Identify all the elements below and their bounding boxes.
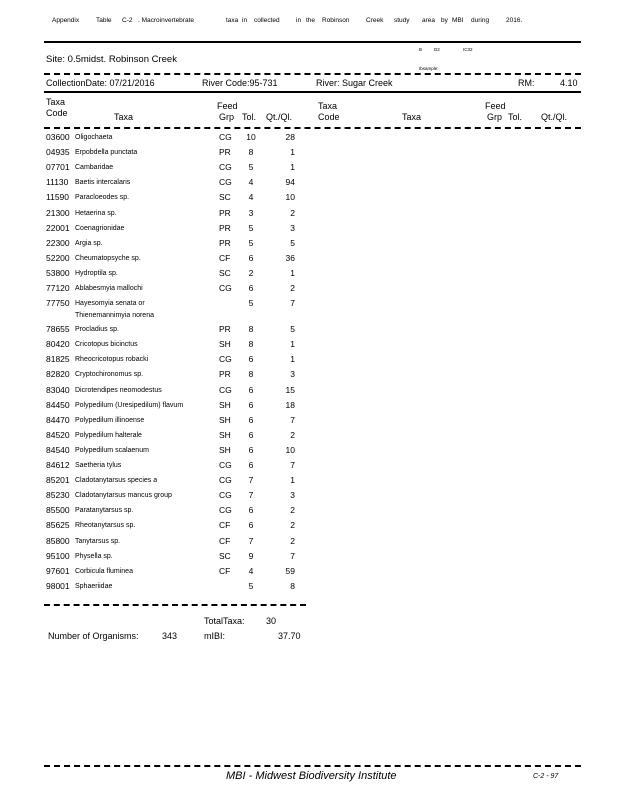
table-row xyxy=(0,536,618,551)
title-word: 2016. xyxy=(506,17,523,24)
table-row xyxy=(0,385,618,400)
taxa-code-cell: 22300 xyxy=(46,237,70,248)
footer-page: C-2 - 97 xyxy=(533,773,559,780)
feed-group-cell: CG xyxy=(219,475,232,486)
feed-group-cell: SC xyxy=(219,267,231,278)
taxa-code-cell: 78655 xyxy=(46,324,70,335)
title-word: area xyxy=(422,17,436,24)
col-grp-right: Grp xyxy=(487,112,503,122)
table-row xyxy=(0,581,618,596)
table-row xyxy=(0,283,618,298)
taxa-code-cell: 85230 xyxy=(46,490,70,501)
quantity-cell: 2 xyxy=(290,429,295,440)
tolerance-cell: 6 xyxy=(248,354,254,365)
feed-group-cell: CG xyxy=(219,162,232,173)
taxa-name-cell: Cladotanytarsus species a xyxy=(75,477,158,485)
title-word: by xyxy=(441,17,448,24)
table-row xyxy=(0,415,618,430)
table-row xyxy=(0,238,618,253)
col-feed: Feed xyxy=(217,101,238,111)
table-row xyxy=(0,223,618,238)
feed-group-cell: SC xyxy=(219,192,231,203)
title-word: in xyxy=(296,17,302,24)
table-row xyxy=(0,324,618,339)
taxa-name-cell: Erpobdella punctata xyxy=(75,149,138,157)
quantity-cell: 1 xyxy=(290,339,295,350)
tolerance-cell: 4 xyxy=(248,177,254,188)
feed-group-cell: SC xyxy=(219,550,231,561)
feed-group-cell: SH xyxy=(219,399,231,410)
tolerance-cell: 8 xyxy=(248,324,254,335)
tolerance-cell: 8 xyxy=(248,369,254,380)
taxa-code-cell: 83040 xyxy=(46,384,70,395)
collection-date: CollectionDate: 07/21/2016 xyxy=(46,78,155,88)
taxa-code-cell: 21300 xyxy=(46,207,70,218)
tolerance-cell: 6 xyxy=(248,520,254,531)
col-qty-right: Qt./Ql. xyxy=(541,112,568,122)
table-row xyxy=(0,566,618,581)
taxa-code-cell: 81825 xyxy=(46,354,70,365)
feed-group-cell: PR xyxy=(219,324,231,335)
col-tol: Tol. xyxy=(242,112,257,122)
feed-group-cell: SH xyxy=(219,429,231,440)
tolerance-cell: 6 xyxy=(248,399,254,410)
table-row xyxy=(0,460,618,475)
table-row xyxy=(0,520,618,535)
title-word: Creek xyxy=(366,17,384,24)
taxa-name-cell: Polypedilum halterale xyxy=(75,431,142,439)
column-header-bottom-rule xyxy=(44,127,581,129)
col-taxa-code-1-right: Taxa xyxy=(318,101,338,111)
taxa-code-cell: 77750 xyxy=(46,298,70,309)
table-row xyxy=(0,490,618,505)
tolerance-cell: 8 xyxy=(248,147,254,158)
taxa-code-cell: 85201 xyxy=(46,475,70,486)
taxa-name-cell: Cryptochironomus sp. xyxy=(75,371,144,379)
table-row xyxy=(0,400,618,415)
tolerance-cell: 6 xyxy=(248,384,254,395)
table-row xyxy=(0,192,618,207)
tolerance-cell: 6 xyxy=(248,460,254,470)
taxa-code-cell: 95100 xyxy=(46,550,70,561)
tolerance-cell: 10 xyxy=(246,132,256,142)
taxa-code-cell: 11130 xyxy=(46,177,69,188)
quantity-cell: 3 xyxy=(290,490,295,501)
quantity-cell: 1 xyxy=(290,475,295,486)
taxa-code-cell: 84450 xyxy=(46,399,70,410)
footer-org: MBI - Midwest Biodiversity Institute xyxy=(226,770,397,782)
taxa-name-cell: Paratanytarsus sp. xyxy=(75,507,134,515)
tolerance-cell: 6 xyxy=(248,429,254,440)
taxa-name-cell: Sphaeriidae xyxy=(75,582,113,590)
taxa-code-cell: 53800 xyxy=(46,267,70,278)
feed-group-cell: SH xyxy=(219,414,231,425)
table-row xyxy=(0,505,618,520)
feed-group-cell: CG xyxy=(219,460,232,470)
table-row xyxy=(0,445,618,460)
quantity-cell: 5 xyxy=(290,324,295,335)
quantity-cell: 7 xyxy=(290,460,295,470)
table-row xyxy=(0,551,618,566)
feed-group-cell: CF xyxy=(219,520,231,531)
taxa-name-cell: Polypedilum illinoense xyxy=(75,416,145,424)
feed-group-cell: CF xyxy=(219,535,231,546)
col-qty: Qt./Ql. xyxy=(266,112,293,122)
header-dash-rule xyxy=(44,73,581,75)
tolerance-cell: 3 xyxy=(248,207,254,218)
rm-value: 4.10 xyxy=(560,78,578,88)
tolerance-cell: 7 xyxy=(248,490,254,501)
quantity-cell: 36 xyxy=(285,252,295,263)
taxa-name-cell: Polypedilum scalaenum xyxy=(75,446,149,454)
quantity-cell: 7 xyxy=(290,414,295,425)
mibi-value: 37.70 xyxy=(278,631,301,641)
quantity-cell: 2 xyxy=(290,505,295,516)
taxa-code-cell: 11590 xyxy=(46,192,70,203)
tolerance-cell: 6 xyxy=(248,414,254,425)
tolerance-cell: 4 xyxy=(248,192,254,203)
tolerance-cell: 7 xyxy=(248,535,254,546)
title-word: C-2 xyxy=(122,17,133,24)
taxa-code-cell: 04935 xyxy=(46,147,70,158)
tolerance-cell: 4 xyxy=(248,565,254,576)
num-organisms-label: Number of Organisms: xyxy=(48,631,139,641)
feed-group-cell: CG xyxy=(219,177,232,188)
title-word: MBI xyxy=(452,17,464,24)
table-row xyxy=(0,339,618,354)
tolerance-cell: 5 xyxy=(248,298,254,309)
taxa-name-cell: Hayesomyia senata or xyxy=(75,300,145,308)
table-row xyxy=(0,132,618,147)
taxa-code-cell: 07701 xyxy=(46,162,70,173)
total-taxa-label: TotalTaxa: xyxy=(204,616,245,626)
rm-label: RM: xyxy=(518,78,535,88)
taxa-code-cell: 82820 xyxy=(46,369,70,380)
table-row xyxy=(0,430,618,445)
title-word: in xyxy=(242,17,248,24)
taxa-name-cell: Cricotopus bicinctus xyxy=(75,341,138,349)
feed-group-cell: PR xyxy=(219,147,231,158)
taxa-name-cell: Paracloeodes sp. xyxy=(75,194,130,202)
quantity-cell: 5 xyxy=(290,237,295,248)
taxa-name-cell: Baetis intercalaris xyxy=(75,179,131,187)
title-word: . Macroinvertebrate xyxy=(138,17,194,24)
title-word: taxa xyxy=(226,17,239,24)
tolerance-cell: 2 xyxy=(248,267,254,278)
taxa-code-cell: 80420 xyxy=(46,339,70,350)
mibi-label: mIBI: xyxy=(204,631,226,641)
taxa-name-cell: Cheumatopsyche sp. xyxy=(75,254,141,262)
small-tag-2: D2 xyxy=(434,47,440,52)
total-taxa-value: 30 xyxy=(266,616,277,626)
col-tol-right: Tol. xyxy=(508,112,523,122)
taxa-name-cell: Coenagrionidae xyxy=(75,224,125,232)
taxa-code-cell: 84520 xyxy=(46,429,70,440)
quantity-cell: 10 xyxy=(285,192,295,203)
col-grp: Grp xyxy=(219,112,235,122)
quantity-cell: 8 xyxy=(290,580,295,591)
taxa-name-cell: Argia sp. xyxy=(75,239,103,247)
taxa-code-cell: 85800 xyxy=(46,535,70,546)
taxa-code-cell: 84470 xyxy=(46,414,70,425)
tolerance-cell: 6 xyxy=(248,444,254,455)
quantity-cell: 1 xyxy=(290,267,295,278)
tolerance-cell: 5 xyxy=(248,580,254,591)
tolerance-cell: 8 xyxy=(248,339,254,350)
taxa-name-cell: Cladotanytarsus mancus group xyxy=(75,492,172,500)
quantity-cell: 1 xyxy=(290,162,295,173)
title-word: study xyxy=(394,17,410,24)
quantity-cell: 2 xyxy=(290,283,295,293)
table-row xyxy=(0,177,618,192)
feed-group-cell: PR xyxy=(219,207,231,218)
taxa-code-cell: 77120 xyxy=(46,283,70,293)
feed-group-cell: CG xyxy=(219,384,232,395)
table-row xyxy=(0,298,618,320)
tolerance-cell: 5 xyxy=(248,222,254,233)
taxa-code-cell: 98001 xyxy=(46,580,70,591)
quantity-cell: 7 xyxy=(290,298,295,309)
quantity-cell: 3 xyxy=(290,369,295,380)
feed-group-cell: CF xyxy=(219,252,231,263)
quantity-cell: 94 xyxy=(285,177,295,188)
table-row xyxy=(0,208,618,223)
quantity-cell: 18 xyxy=(285,399,295,410)
taxa-name-cell-line2: Thienemannimyia norena xyxy=(75,312,154,320)
taxa-code-cell: 84540 xyxy=(46,444,70,455)
feed-group-cell: CG xyxy=(219,505,232,516)
quantity-cell: 2 xyxy=(290,535,295,546)
taxa-name-cell: Oligochaeta xyxy=(75,134,113,141)
column-header-top-rule xyxy=(44,91,581,93)
taxa-name-cell: Hetaerina sp. xyxy=(75,209,117,217)
taxa-code-cell: 97601 xyxy=(46,565,70,576)
taxa-name-cell: Rheotanytarsus sp. xyxy=(75,522,136,530)
small-tag-3: IC32 xyxy=(463,47,473,52)
table-row xyxy=(0,369,618,384)
col-taxa-code-2-right: Code xyxy=(318,112,340,122)
taxa-code-cell: 22001 xyxy=(46,222,70,233)
feed-group-cell: PR xyxy=(219,222,231,233)
col-feed-right: Feed xyxy=(485,101,506,111)
feed-group-cell: CF xyxy=(219,565,231,576)
feed-group-cell: SH xyxy=(219,444,231,455)
small-tag-1: B xyxy=(419,47,423,52)
tolerance-cell: 5 xyxy=(248,162,254,173)
quantity-cell: 3 xyxy=(290,222,295,233)
footer-rule xyxy=(44,765,581,767)
taxa-name-cell: Dicrotendipes neomodestus xyxy=(75,386,162,394)
title-word: Robinson xyxy=(322,17,350,24)
quantity-cell: 2 xyxy=(290,207,295,218)
taxa-name-cell: Corbicula fluminea xyxy=(75,567,133,575)
col-taxa: Taxa xyxy=(114,112,134,122)
taxa-code-cell: 85625 xyxy=(46,520,70,531)
tolerance-cell: 7 xyxy=(248,475,254,486)
quantity-cell: 10 xyxy=(285,444,295,455)
river-code: River Code:95-731 xyxy=(202,78,278,88)
title-word: the xyxy=(306,17,316,24)
col-taxa-right: Taxa xyxy=(402,112,422,122)
quantity-cell: 59 xyxy=(285,565,295,576)
feed-group-cell: CG xyxy=(219,490,232,501)
taxa-code-cell: 03600 xyxy=(46,132,70,142)
quantity-cell: 1 xyxy=(290,354,295,365)
taxa-name-cell: Physella sp. xyxy=(75,552,113,560)
taxa-name-cell: Rheocricotopus robacki xyxy=(75,356,149,364)
site-line xyxy=(46,54,177,65)
col-taxa-code-1: Taxa xyxy=(46,97,66,107)
taxa-code-cell: 85500 xyxy=(46,505,70,516)
site-label: Site: xyxy=(46,54,66,65)
table-bottom-rule xyxy=(44,604,306,606)
quantity-cell: 7 xyxy=(290,550,295,561)
taxa-name-cell: Saetheria tylus xyxy=(75,462,122,469)
tolerance-cell: 6 xyxy=(248,505,254,516)
taxa-name-cell: Cambaridae xyxy=(75,164,114,172)
table-row xyxy=(0,268,618,283)
small-tag-4: Ibsample: xyxy=(419,66,439,71)
tolerance-cell: 5 xyxy=(248,237,254,248)
taxa-code-cell: 84612 xyxy=(46,460,70,470)
feed-group-cell: SH xyxy=(219,339,231,350)
tolerance-cell: 9 xyxy=(248,550,254,561)
table-row xyxy=(0,162,618,177)
tolerance-cell: 6 xyxy=(248,283,254,293)
feed-group-cell: CG xyxy=(219,354,232,365)
feed-group-cell: PR xyxy=(219,237,231,248)
river-name: River: Sugar Creek xyxy=(316,78,393,88)
taxa-code-cell: 52200 xyxy=(46,252,70,263)
quantity-cell: 15 xyxy=(285,384,295,395)
title-word: collected xyxy=(254,17,280,24)
tolerance-cell: 6 xyxy=(248,252,254,263)
title-word: Appendix xyxy=(52,17,80,24)
taxa-name-cell: Hydroptila sp. xyxy=(75,269,118,277)
feed-group-cell: CG xyxy=(219,283,232,293)
table-row xyxy=(0,147,618,162)
title-word: during xyxy=(471,17,490,24)
col-taxa-code-2: Code xyxy=(46,108,68,118)
table-row xyxy=(0,253,618,268)
taxa-name-cell: Tanytarsus sp. xyxy=(75,537,121,545)
taxa-name-cell: Ablabesmyia mallochi xyxy=(75,285,143,292)
feed-group-cell: PR xyxy=(219,369,231,380)
quantity-cell: 2 xyxy=(290,520,295,531)
table-row xyxy=(0,475,618,490)
title-word: Table xyxy=(96,17,112,24)
site-value: 0.5midst. Robinson Creek xyxy=(67,54,177,65)
taxa-name-cell: Polypedilum (Uresipedilum) flavum xyxy=(75,401,184,409)
taxa-name-cell: Procladius sp. xyxy=(75,326,119,334)
table-row xyxy=(0,354,618,369)
quantity-cell: 1 xyxy=(290,147,295,158)
num-organisms-value: 343 xyxy=(162,631,178,641)
quantity-cell: 28 xyxy=(285,132,295,142)
header-rule xyxy=(44,41,581,43)
feed-group-cell: CG xyxy=(219,132,232,142)
